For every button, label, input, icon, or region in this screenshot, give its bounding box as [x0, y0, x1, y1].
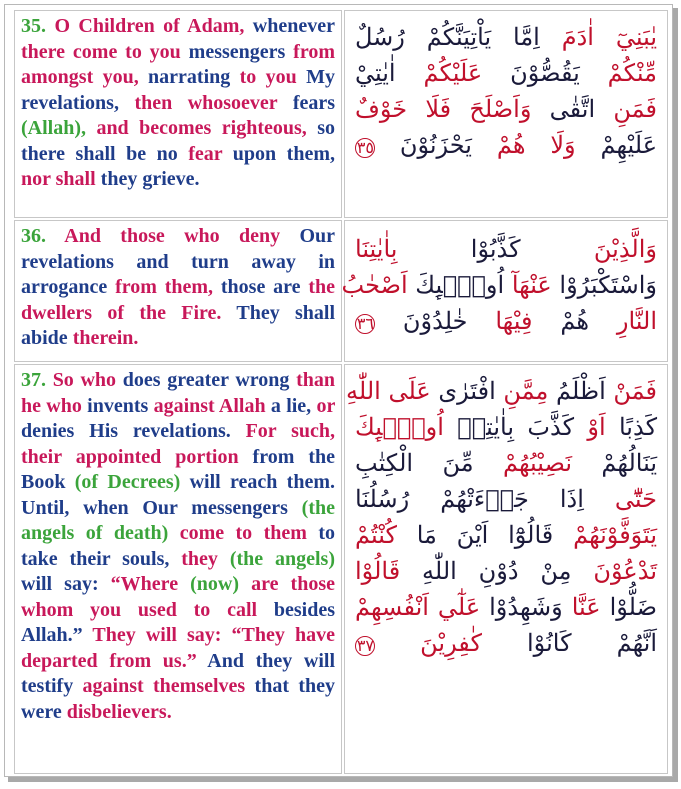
verse-35-arabic	[344, 10, 668, 218]
arabic-line	[355, 19, 657, 55]
english-text-segment: those are	[220, 276, 309, 298]
arabic-text-segment: عَنْهَآ	[504, 271, 552, 299]
english-text-segment: whenever	[252, 15, 335, 37]
verse-36-arabic	[341, 220, 668, 362]
english-text-segment: fear	[188, 142, 233, 165]
arabic-text-segment: اتَّقٰى	[531, 95, 596, 123]
arabic-text-segment: يَحْزَنُوْنَ	[375, 131, 472, 159]
english-text-segment: and turn away in arrogance	[21, 250, 335, 298]
verse-37-arabic	[344, 364, 668, 774]
english-text-segment: And those who deny	[64, 225, 300, 247]
english-text-segment: therein.	[72, 327, 139, 349]
english-text-segment: come to them	[179, 522, 319, 544]
ayah-number-marker: ٣٧	[356, 636, 374, 655]
arabic-line	[355, 589, 657, 625]
arabic-text-segment: مِنْ دُوْنِ اللّٰهِ	[400, 557, 572, 585]
arabic-text-segment: يَنَالُهُمْ	[572, 449, 657, 477]
english-text-segment: narrating	[148, 66, 240, 88]
arabic-line	[355, 517, 657, 553]
english-text-segment: They shall abide	[21, 301, 336, 349]
arabic-text-segment: فَلَا خَوْفٌ	[355, 95, 452, 123]
page-shadow-bottom	[8, 777, 677, 782]
arabic-text-segment: حَتّٰٓى	[583, 485, 658, 513]
english-text-segment: their appointed portion	[21, 445, 253, 468]
english-text-segment: (of Decrees)	[74, 471, 190, 493]
english-text-segment: (now)	[190, 573, 252, 595]
ayah-number-marker: ٣٦	[356, 314, 374, 333]
arabic-text-segment: وَاسْتَكْبَرُوْا	[551, 271, 657, 299]
arabic-text-segment: يَقُصُّوْنَ	[482, 59, 580, 87]
english-text-segment: messengers	[188, 40, 294, 63]
english-text-segment: Our messengers	[142, 496, 302, 519]
english-text-segment: the dwellers of the Fire.	[21, 276, 336, 324]
arabic-text-segment: كُنْتُمْ	[355, 521, 397, 549]
english-text-segment: does greater wrong	[122, 369, 297, 391]
english-text-segment: 35.	[21, 15, 55, 37]
arabic-line	[355, 91, 657, 127]
english-text-segment: O Children of Adam,	[54, 15, 253, 37]
english-text-segment: 37.	[21, 369, 53, 391]
arabic-line	[341, 267, 657, 303]
arabic-text-segment: ضَلُّوْا	[600, 593, 657, 621]
english-text-segment: than he who	[21, 369, 336, 417]
arabic-text-segment: رُسُلُنَا	[355, 485, 410, 513]
arabic-text-segment: خٰلِدُوْنَ	[375, 307, 468, 335]
arabic-text-segment: مِمَّنِ	[495, 377, 549, 405]
arabic-line	[346, 373, 657, 409]
english-text-segment: “Where	[110, 573, 191, 595]
english-text-segment: then whosoever	[134, 91, 293, 114]
english-text-segment: denies His revelations.	[21, 420, 246, 442]
english-text-segment: (the angels)	[229, 547, 336, 570]
arabic-text-segment: عَلَيْكُمْ	[395, 59, 483, 87]
arabic-text-segment: اَظْلَمُ	[548, 377, 606, 405]
english-text-segment: Our revelations	[21, 225, 335, 273]
arabic-text-segment: افْتَرٰى	[430, 377, 496, 405]
arabic-text-segment: كَذِبًا	[605, 413, 657, 441]
arabic-text-segment: اٰيٰتِيْ	[355, 59, 396, 87]
arabic-text-segment: قَالُوْٓا	[488, 521, 554, 549]
english-text-segment: (the angels of death)	[21, 496, 335, 544]
english-text-segment: besides Allah.”	[21, 598, 335, 646]
english-text-segment: My revelations,	[21, 66, 335, 114]
english-text-segment: grieve.	[142, 168, 200, 190]
arabic-text-segment: وَاَصْلَحَ	[451, 95, 532, 123]
english-text-segment: to take their souls,	[21, 522, 335, 570]
english-text-segment: For such,	[245, 420, 336, 442]
english-text-segment: against themselves	[82, 675, 255, 697]
english-text-segment: against Allah	[153, 394, 271, 417]
arabic-text-segment: وَلَا هُمْ	[471, 131, 576, 159]
english-text-segment: those whom you used to call	[21, 573, 335, 621]
english-text-segment: are	[251, 573, 291, 595]
arabic-text-segment: اَوْ	[574, 413, 606, 441]
arabic-line	[355, 231, 657, 267]
english-text-segment: they	[100, 168, 143, 190]
arabic-line	[355, 409, 657, 445]
arabic-text-segment: نَصِيْبُهُمْ	[473, 449, 572, 477]
english-text-segment: a lie,	[270, 394, 317, 417]
english-text-segment: invents	[87, 394, 154, 417]
arabic-text-segment: فَمَنِ	[595, 95, 657, 123]
english-text-segment: from us.”	[109, 649, 208, 672]
arabic-text-segment: عَلَيْهِمْ	[575, 131, 658, 159]
verse-36-english	[14, 220, 342, 362]
english-text-segment: that they were	[21, 675, 335, 723]
arabic-text-segment: عَلَى اللّٰهِ	[346, 377, 431, 405]
english-text-segment: 36.	[21, 225, 65, 247]
arabic-text-segment: مِّنْكُمْ	[579, 59, 657, 87]
arabic-text-segment: يَتَوَفَّوْنَهُمْ	[553, 521, 657, 549]
english-text-segment: And they will testify	[21, 649, 336, 697]
arabic-text-segment: بِاٰيٰتِنَا	[355, 235, 398, 263]
arabic-text-segment: كٰفِرِيْنَ	[375, 629, 482, 657]
verse-35-english	[14, 10, 342, 218]
verse-37-english	[14, 364, 342, 774]
english-text-segment: nor shall	[21, 168, 101, 190]
arabic-text-segment: مِّنَ الْكِتٰبِ	[355, 449, 474, 477]
english-text-segment: They will say: “They have departed	[21, 624, 335, 672]
arabic-text-segment: كَذَّبَ	[514, 413, 574, 441]
arabic-line	[355, 481, 657, 517]
page-shadow-right	[673, 8, 678, 782]
english-text-segment: from amongst you,	[21, 40, 336, 88]
english-text-segment: will reach them. Until, when	[21, 471, 336, 519]
arabic-text-segment: اَصْحٰبُ	[341, 271, 408, 299]
english-text-segment: or	[316, 394, 335, 417]
arabic-text-segment: اَيْنَ مَا	[396, 521, 489, 549]
english-text-segment: So who	[52, 369, 123, 391]
arabic-text-segment: اِذَا جَاۗءَتْهُمْ	[409, 485, 584, 513]
arabic-line	[355, 445, 657, 481]
arabic-text-segment: يٰبَنِيٓ اٰدَمَ	[539, 23, 657, 51]
arabic-text-segment: بِاٰيٰتِهٖ	[443, 413, 515, 441]
english-text-segment: there come to you	[21, 40, 189, 63]
arabic-text-segment: عَلٰٓي اَنْفُسِهِمْ	[355, 593, 481, 621]
english-text-segment: upon them,	[232, 142, 335, 165]
arabic-text-segment: وَالَّذِيْنَ	[520, 235, 657, 263]
arabic-text-segment: قَالُوْا	[355, 557, 401, 585]
english-text-segment: fears	[292, 91, 336, 114]
arabic-line	[355, 303, 657, 339]
english-text-segment: will say:	[21, 573, 111, 595]
arabic-text-segment: فِيْهَا	[467, 307, 533, 335]
english-text-segment: disbelievers.	[66, 700, 172, 723]
english-text-segment: so there shall be no	[21, 117, 335, 165]
arabic-text-segment: اُولٰۗىِٕكَ	[407, 271, 505, 299]
arabic-text-segment: النَّارِ	[588, 307, 657, 335]
arabic-text-segment: فَمَنْ	[605, 377, 657, 405]
arabic-text-segment: وَشَهِدُوْا	[480, 593, 563, 621]
english-text-segment: to you	[239, 66, 307, 88]
arabic-text-segment: اَنَّهُمْ	[571, 629, 658, 657]
arabic-line	[355, 127, 657, 163]
arabic-text-segment: كَانُوْا	[481, 629, 572, 657]
arabic-text-segment: تَدْعُوْنَ	[571, 557, 657, 585]
arabic-text-segment: هُمْ	[532, 307, 589, 335]
english-text-segment: they	[181, 547, 230, 570]
english-text-segment: (Allah),	[21, 117, 97, 139]
english-text-segment: and becomes righteous,	[96, 117, 318, 139]
arabic-text-segment: عَنَّا	[562, 593, 601, 621]
arabic-text-segment: كَذَّبُوْا	[397, 235, 521, 263]
arabic-text-segment: اُولٰۗىِٕكَ	[355, 413, 444, 441]
arabic-line	[355, 553, 657, 589]
arabic-text-segment: اِمَّا يَاْتِيَنَّكُمْ رُسُلٌ	[355, 23, 540, 51]
english-text-segment: from them,	[115, 276, 221, 298]
ayah-number-marker: ٣٥	[356, 138, 374, 157]
arabic-line	[355, 625, 657, 661]
english-text-segment: from the Book	[21, 445, 335, 493]
arabic-line	[355, 55, 657, 91]
